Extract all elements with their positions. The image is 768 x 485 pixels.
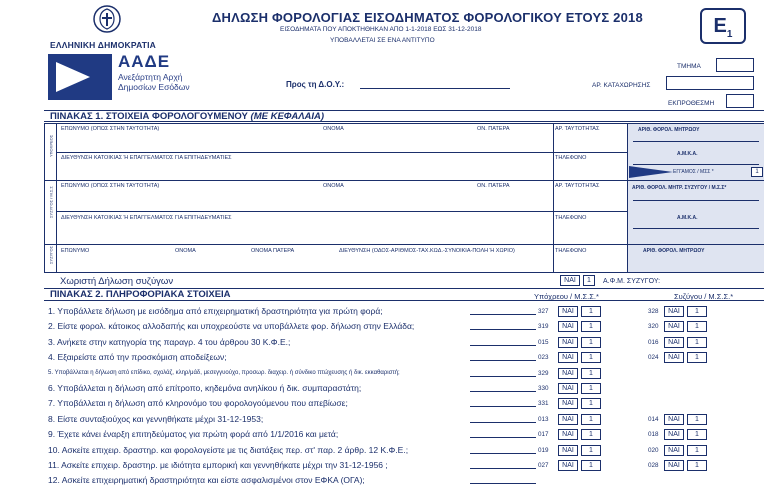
code-taxpayer: 019 [538, 446, 549, 454]
taxpayer-one-box[interactable]: 1 [581, 337, 601, 348]
code-spouse: 018 [648, 431, 659, 439]
taxpayer-yes-box[interactable]: ΝΑΙ [558, 321, 578, 332]
tax-reg-label: ΑΡΙΘ. ΦΟΡΟΛ. ΜΗΤΡΩΟΥ [638, 127, 700, 133]
other-name-label: ΟΝΟΜΑ [175, 248, 196, 254]
spouse-yes-box[interactable]: ΝΑΙ [664, 306, 684, 317]
code-spouse: 020 [648, 446, 659, 454]
leader-line [470, 376, 536, 377]
question-3: 3. Ανήκετε στην κατηγορία της παραγρ. 4 του άρθρου 30 Κ.Φ.Ε.; [48, 336, 291, 347]
leader-line [470, 391, 536, 392]
section-label: ΤΜΗΜΑ [677, 63, 701, 70]
taxpayer-table [44, 123, 764, 273]
col-taxpayer-header: Υπόχρεου / Μ.Σ.Σ.* [534, 292, 599, 301]
taxpayer-one-box[interactable]: 1 [581, 352, 601, 363]
question-5: 5. Υποβάλλεται η δήλωση από επίδικο, σχολάζ, κληρ/μάδ, μεσεγγυούχο, προσωρ. διαχειρ. ή σύνδικο πτώχευσης ή δικ. εκκαθαριστή; [48, 369, 400, 376]
leader-line [470, 345, 536, 346]
arrow-marker-icon [629, 166, 673, 178]
spouse-yes-box[interactable]: ΝΑΙ [664, 321, 684, 332]
code-taxpayer: 023 [538, 354, 549, 362]
spouse-yes-box[interactable]: ΝΑΙ [664, 352, 684, 363]
late-field[interactable] [726, 94, 754, 108]
code-taxpayer: 015 [538, 338, 549, 346]
spouse-one-box[interactable]: 1 [687, 429, 707, 440]
other-tax-reg-label: ΑΡΙΘ. ΦΟΡΟΛ. ΜΗΤΡΩΟΥ [643, 248, 705, 254]
registration-label: ΑΡ. ΚΑΤΑΧΩΡΗΣΗΣ [592, 82, 651, 89]
spouse-afm-label: Α.Φ.Μ. ΣΥΖΥΓΟΥ: [603, 278, 661, 285]
taxpayer-yes-box[interactable]: ΝΑΙ [558, 398, 578, 409]
leader-line [470, 406, 536, 407]
code-taxpayer: 327 [538, 308, 549, 315]
separate-yes-box[interactable]: ΝΑΙ [560, 275, 580, 286]
taxpayer-one-box[interactable]: 1 [581, 429, 601, 440]
question-10: 10. Ασκείτε επιχειρ. δραστηρ. και φορολογείστε με τις διατάξεις περ. στ' παρ. 2 άρθρ. 12 Κ.Φ.Ε.; [48, 444, 409, 455]
leader-line [470, 314, 536, 315]
code-taxpayer: 329 [538, 369, 549, 377]
taxpayer-yes-box[interactable]: ΝΑΙ [558, 383, 578, 394]
question-7: 7. Υποβάλλεται η δήλωση από κληρονόμο του φορολογούμενου που απεβίωσε; [48, 398, 348, 409]
married-label: ΕΓΓΑΜΟΣ / ΜΣΣ * [673, 169, 714, 175]
father-label: ΟΝ. ΠΑΤΕΡΑ [477, 126, 510, 132]
leader-line [470, 468, 536, 469]
doy-field[interactable] [360, 88, 510, 89]
question-6: 6. Υποβάλλεται η δήλωση από επίτροπο, κηδεμόνα ανηλίκου ή δικ. συμπαραστάτη; [48, 383, 362, 393]
spouse-one-box[interactable]: 1 [687, 414, 707, 425]
form-code-badge: $E_1$ [700, 8, 746, 44]
leader-line [470, 483, 536, 484]
question-11: 11. Ασκείτε επιχειρ. δραστηρ. με ιδιότητα εμπορική και γεννηθήκατε μέχρι την 31-12-1956 ; [48, 460, 388, 470]
side-taxpayer: ΥΠΟΧΡΕΟΣ [45, 124, 57, 180]
side-other: ΣΥΖΥΓΟΣ [45, 245, 57, 273]
taxpayer-one-box[interactable]: 1 [581, 321, 601, 332]
taxpayer-one-box[interactable]: 1 [581, 414, 601, 425]
col-spouse-header: Συζύγου / Μ.Σ.Σ.* [674, 292, 734, 301]
other-father-label: ΟΝΟΜΑ ΠΑΤΕΡΑ [251, 248, 295, 254]
aade-logo-icon [48, 54, 112, 100]
greek-emblem-icon [92, 4, 122, 34]
spouse-yes-box[interactable]: ΝΑΙ [664, 460, 684, 471]
taxpayer-yes-box[interactable]: ΝΑΙ [558, 429, 578, 440]
taxpayer-yes-box[interactable]: ΝΑΙ [558, 306, 578, 317]
other-address-label: ΔΙΕΥΘΥΝΣΗ (ΟΔΟΣ-ΑΡΙΘΜΟΣ-ΤΑΧ.ΚΩΔ.-ΣΥΝΟΙΚΙΑ-ΠΟΛΗ Ή ΧΩΡΙΟ) [339, 248, 515, 254]
spouse-yes-box[interactable]: ΝΑΙ [664, 429, 684, 440]
question-8: 8. Είστε συνταξιούχος και γεννηθήκατε μέχρι 31-12-1953; [48, 413, 264, 424]
code-spouse: 320 [648, 323, 659, 331]
spouse-one-box[interactable]: 1 [687, 352, 707, 363]
spouse-one-box[interactable]: 1 [687, 460, 707, 471]
code-taxpayer: 319 [538, 323, 549, 331]
leader-line [470, 329, 536, 330]
question-9: 9. Έχετε κάνει έναρξη επιτηδεύματος για πρώτη φορά από 1/1/2016 και μετά; [48, 429, 339, 440]
taxpayer-yes-box[interactable]: ΝΑΙ [558, 414, 578, 425]
table1-title: ΠΙΝΑΚΑΣ 1. ΣΤΟΙΧΕΙΑ ΦΟΡΟΛΟΓΟΥΜΕΝΟΥ (ΜΕ ΚΕΦΑΛΑΙΑ) [44, 110, 764, 122]
name-label: ΟΝΟΜΑ [323, 126, 344, 132]
taxpayer-yes-box[interactable]: ΝΑΙ [558, 368, 578, 379]
spouse-one-box[interactable]: 1 [687, 321, 707, 332]
surname-label: ΕΠΩΝΥΜΟ (ΟΠΩΣ ΣΤΗΝ ΤΑΥΤΟΤΗΤΑ) [61, 126, 160, 132]
other-surname-label: ΕΠΩΝΥΜΟ [61, 248, 90, 254]
form-title: ΔΗΛΩΣΗ ΦΟΡΟΛΟΓΙΑΣ ΕΙΣΟΔΗΜΑΤΟΣ ΦΟΡΟΛΟΓΙΚΟΥ ΕΤΟΥΣ 2018 [212, 10, 643, 25]
code-spouse: 328 [648, 308, 659, 315]
spouse-phone-label: ΤΗΛΕΦΩΝΟ [555, 215, 587, 221]
late-label: ΕΚΠΡΟΘΕΣΜΗ [668, 100, 715, 107]
code-taxpayer: 027 [538, 462, 549, 469]
code-taxpayer: 330 [538, 385, 549, 392]
spouse-amka-label: Α.Μ.Κ.Α. [677, 215, 698, 221]
table2-title: ΠΙΝΑΚΑΣ 2. ΠΛΗΡΟΦΟΡΙΑΚΑ ΣΤΟΙΧΕΙΑ [44, 289, 764, 301]
code-spouse: 014 [648, 415, 659, 423]
section-field[interactable] [716, 58, 754, 72]
taxpayer-one-box[interactable]: 1 [581, 398, 601, 409]
taxpayer-yes-box[interactable]: ΝΑΙ [558, 445, 578, 456]
code-spouse: 028 [648, 462, 659, 469]
taxpayer-one-box[interactable]: 1 [581, 445, 601, 456]
spouse-id-label: ΑΡ. ΤΑΥΤΟΤΗΤΑΣ [555, 183, 600, 189]
phone-label: ΤΗΛΕΦΩΝΟ [555, 155, 587, 161]
question-2: 2. Είστε φορολ. κάτοικος αλλοδαπής και υποχρεούστε να υποβάλλετε φορ. δήλωση στην Ελλάδα; [48, 321, 415, 332]
spouse-tax-reg-label: ΑΡΙΘ. ΦΟΡΟΛ. ΜΗΤΡ. ΣΥΖΥΓΟΥ / Μ.Σ.Σ* [632, 185, 727, 191]
leader-line [470, 360, 536, 361]
aade-subtitle: Ανεξάρτητη Αρχή Δημοσίων Εσόδων [118, 72, 190, 92]
leader-line [470, 422, 536, 423]
spouse-yes-box[interactable]: ΝΑΙ [664, 337, 684, 348]
doy-label: Προς τη Δ.Ο.Υ.: [286, 80, 345, 89]
taxpayer-one-box[interactable]: 1 [581, 306, 601, 317]
id-label: ΑΡ. ΤΑΥΤΟΤΗΤΑΣ [555, 126, 600, 132]
form-period: ΕΙΣΟΔΗΜΑΤΑ ΠΟΥ ΑΠΟΚΤΗΘΗΚΑΝ ΑΠΟ 1-1-2018 ΕΩΣ 31-12-2018 [280, 26, 482, 33]
spouse-father-label: ΟΝ. ΠΑΤΕΡΑ [477, 183, 510, 189]
other-phone-label: ΤΗΛΕΦΩΝΟ [555, 248, 587, 254]
spouse-name-label: ΟΝΟΜΑ [323, 183, 344, 189]
code-spouse: 016 [648, 338, 659, 346]
taxpayer-one-box[interactable]: 1 [581, 460, 601, 471]
spouse-one-box[interactable]: 1 [687, 445, 707, 456]
spouse-yes-box[interactable]: ΝΑΙ [664, 414, 684, 425]
taxpayer-yes-box[interactable]: ΝΑΙ [558, 352, 578, 363]
spouse-address-label: ΔΙΕΥΘΥΝΣΗ ΚΑΤΟΙΚΙΑΣ Ή ΕΠΑΓΓΕΛΜΑΤΟΣ ΓΙΑ ΕΠΙΤΗΔΕΥΜΑΤΙΕΣ [61, 215, 232, 221]
code-taxpayer: 331 [538, 400, 549, 408]
separate-declaration-label: Χωριστή Δήλωση συζύγων [60, 276, 174, 287]
question-12: 12. Ασκείτε επιχειρηματική δραστηριότητα και είστε ασφαλισμένοι στον ΕΦΚΑ (ΟΓΑ); [48, 475, 365, 485]
taxpayer-one-box[interactable]: 1 [581, 383, 601, 394]
code-taxpayer: 013 [538, 415, 549, 423]
taxpayer-yes-box[interactable]: ΝΑΙ [558, 460, 578, 471]
code-spouse: 024 [648, 354, 659, 362]
leader-line [470, 453, 536, 454]
code-taxpayer: 017 [538, 431, 549, 439]
side-spouse: ΣΥΖΥΓΟΣ / Μ.Σ.Σ [45, 181, 57, 244]
taxpayer-one-box[interactable]: 1 [581, 368, 601, 379]
spouse-one-box[interactable]: 1 [687, 306, 707, 317]
spouse-one-box[interactable]: 1 [687, 337, 707, 348]
registration-field[interactable] [666, 76, 754, 90]
spouse-surname-label: ΕΠΩΝΥΜΟ (ΟΠΩΣ ΣΤΗΝ ΤΑΥΤΟΤΗΤΑ) [61, 183, 160, 189]
spouse-yes-box[interactable]: ΝΑΙ [664, 445, 684, 456]
aade-name: ΑΑΔΕ [118, 52, 171, 71]
leader-line [470, 437, 536, 438]
question-4: 4. Εξαιρείστε από την προσκόμιση αποδείξεων; [48, 352, 227, 363]
taxpayer-yes-box[interactable]: ΝΑΙ [558, 337, 578, 348]
married-value[interactable]: 1 [751, 167, 763, 177]
amka-label: Α.Μ.Κ.Α. [677, 151, 698, 157]
address-label: ΔΙΕΥΘΥΝΣΗ ΚΑΤΟΙΚΙΑΣ Ή ΕΠΑΓΓΕΛΜΑΤΟΣ ΓΙΑ ΕΠΙΤΗΔΕΥΜΑΤΙΕΣ [61, 155, 232, 161]
republic-label: ΕΛΛΗΝΙΚΗ ΔΗΜΟΚΡΑΤΙΑ [50, 40, 157, 50]
separate-one-box[interactable]: 1 [583, 275, 595, 286]
question-1: 1. Υποβάλλετε δήλωση με εισόδημα από επιχειρηματική δραστηριότητα για πρώτη φορά; [48, 306, 383, 316]
form-copy-note: ΥΠΟΒΑΛΛΕΤΑΙ ΣΕ ΕΝΑ ΑΝΤΙΤΥΠΟ [330, 37, 435, 44]
